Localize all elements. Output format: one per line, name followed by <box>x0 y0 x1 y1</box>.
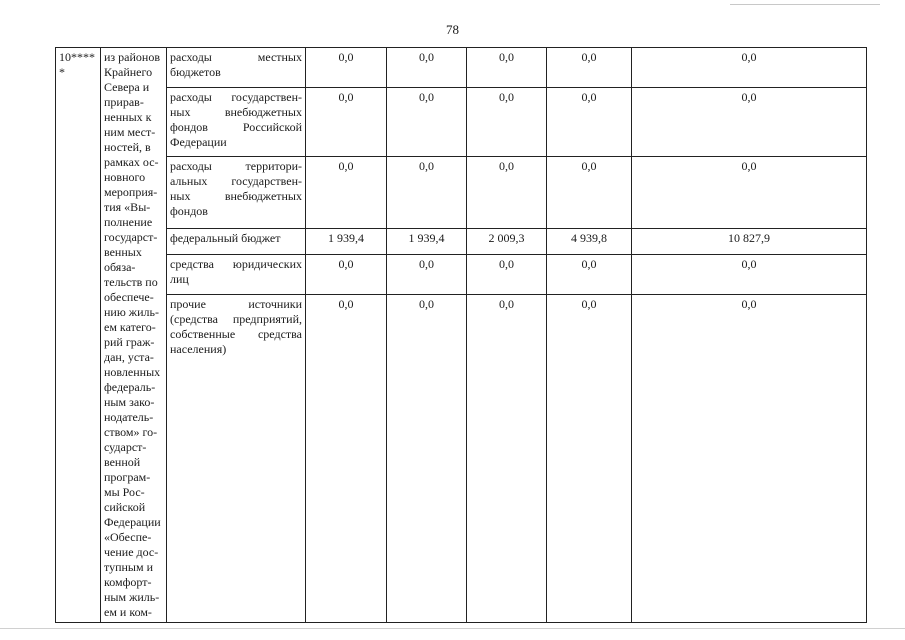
total-cell: 0,0 <box>632 88 867 157</box>
row-number-cell <box>56 48 101 623</box>
value-cell: 0,0 <box>467 48 547 88</box>
source-label-cell <box>167 88 306 157</box>
value-cell: 2 009,3 <box>467 229 547 255</box>
table-row <box>56 295 867 623</box>
value-cell: 0,0 <box>387 157 467 229</box>
value-cell: 0,0 <box>467 295 547 623</box>
total-cell: 0,0 <box>632 157 867 229</box>
value-cell: 0,0 <box>467 157 547 229</box>
source-label-line: расходы местных <box>170 50 302 64</box>
source-label-line: федеральный бюджет <box>170 231 281 245</box>
source-label-cell <box>167 48 306 88</box>
source-label-line: ных внебюджетных <box>170 189 302 203</box>
source-label-line: фондов Российской <box>170 120 302 134</box>
total-cell: 0,0 <box>632 295 867 623</box>
source-label-cell <box>167 229 306 255</box>
top-rule <box>730 4 880 5</box>
source-label-line: (средства предприятий, <box>170 312 302 326</box>
source-label-cell <box>167 255 306 295</box>
table-row <box>56 48 867 88</box>
source-label-line: Федерации <box>170 135 227 149</box>
source-label-line: прочие источники <box>170 297 302 311</box>
total-cell: 0,0 <box>632 255 867 295</box>
source-label-cell <box>167 295 306 623</box>
source-label-line: фондов <box>170 204 208 218</box>
source-label-line: бюджетов <box>170 65 221 79</box>
source-label-line: собственные средства <box>170 327 302 341</box>
value-cell: 0,0 <box>387 295 467 623</box>
source-label-line: расходы территори- <box>170 159 302 173</box>
value-cell: 0,0 <box>387 255 467 295</box>
value-cell: 0,0 <box>547 157 632 229</box>
source-label-line: средства юридических <box>170 257 302 271</box>
value-cell: 1 939,4 <box>387 229 467 255</box>
value-cell: 0,0 <box>387 48 467 88</box>
source-label-line: расходы государствен- <box>170 90 302 104</box>
total-cell: 10 827,9 <box>632 229 867 255</box>
source-label-line: лиц <box>170 272 189 286</box>
value-cell: 0,0 <box>306 157 387 229</box>
value-cell: 0,0 <box>547 295 632 623</box>
page-number: 78 <box>446 22 459 37</box>
row-name-cell <box>101 48 167 623</box>
row-name: из районов Крайнего Севера и прирав- ненных к ним мест- ностей, в рамках ос- новного мероприя- тия «Вы- полнение государст- венных обяза- тельств по обеспече- нию жиль- ем катего- рий граж- дан, уста- новленных федераль- ным зако- нодатель- ством» го- сударст- венной програм- мы Рос- сийской Федерации «Обеспе- чение дос- тупным и комфорт- ным жиль- ем и ком- <box>104 50 161 619</box>
value-cell: 0,0 <box>467 255 547 295</box>
value-cell: 0,0 <box>467 88 547 157</box>
table-row <box>56 229 867 255</box>
value-cell: 0,0 <box>547 88 632 157</box>
total-cell: 0,0 <box>632 48 867 88</box>
source-label-cell <box>167 157 306 229</box>
value-cell: 0,0 <box>547 255 632 295</box>
table-row <box>56 88 867 157</box>
value-cell: 0,0 <box>547 48 632 88</box>
value-cell: 0,0 <box>306 88 387 157</box>
value-cell: 0,0 <box>306 48 387 88</box>
bottom-rule <box>0 628 905 629</box>
value-cell: 1 939,4 <box>306 229 387 255</box>
value-cell: 4 939,8 <box>547 229 632 255</box>
source-label-line: альных государствен- <box>170 174 302 188</box>
row-number: 10**** * <box>59 50 95 79</box>
value-cell: 0,0 <box>306 295 387 623</box>
value-cell: 0,0 <box>306 255 387 295</box>
budget-table <box>55 47 867 623</box>
source-label-line: ных внебюджетных <box>170 105 302 119</box>
table-row <box>56 255 867 295</box>
table-row <box>56 157 867 229</box>
value-cell: 0,0 <box>387 88 467 157</box>
source-label-line: населения) <box>170 342 227 356</box>
